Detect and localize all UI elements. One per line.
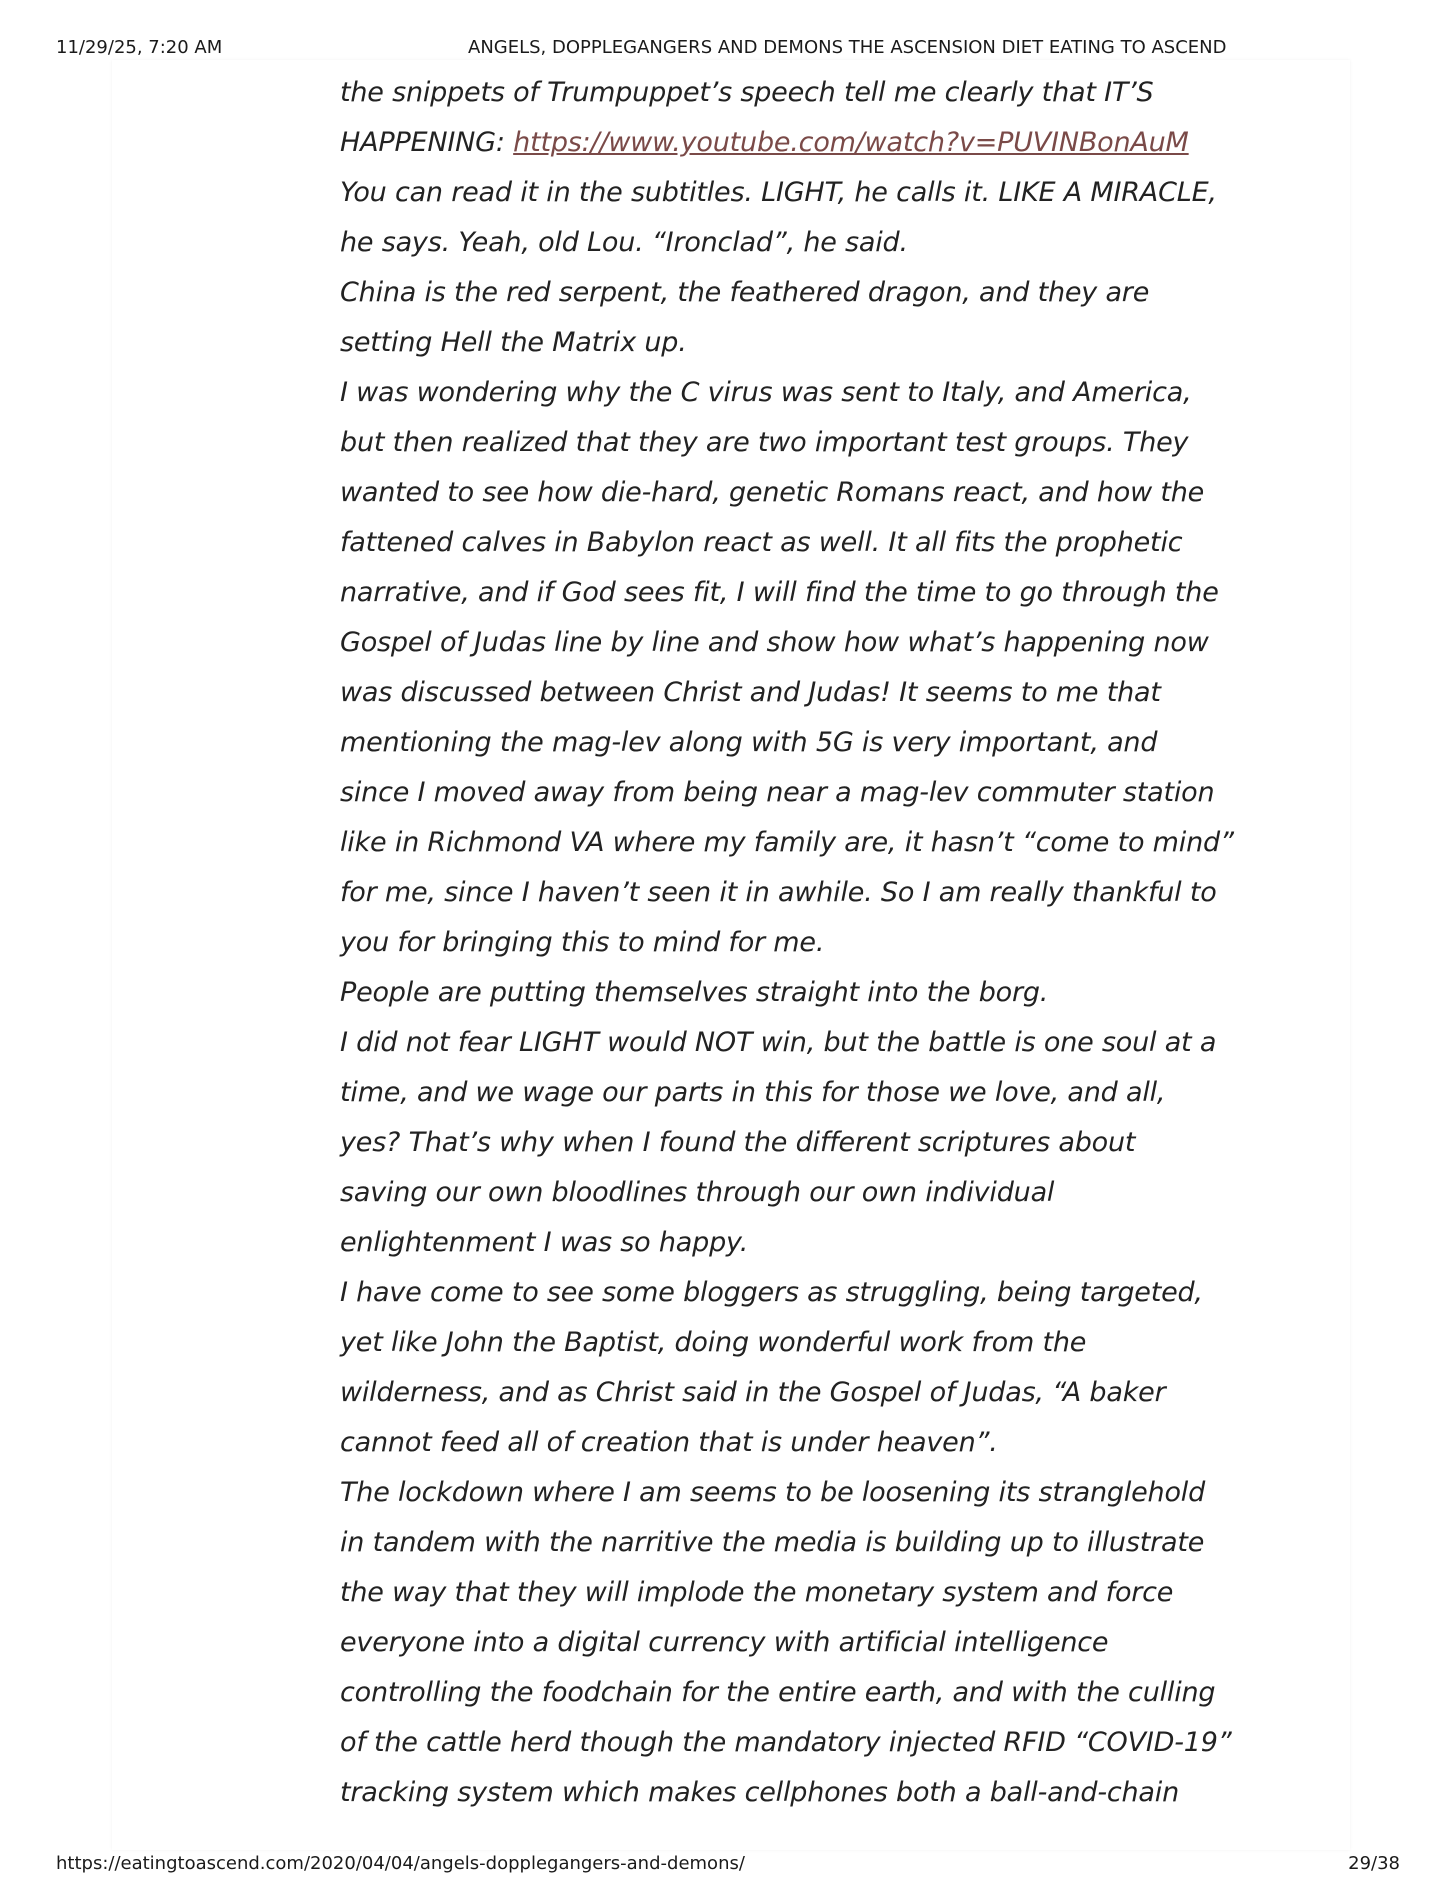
article-line: like in Richmond VA where my family are, it hasn’t “come to mind” <box>340 827 1234 858</box>
article-line: yes? That’s why when I found the different scriptures about <box>340 1127 1136 1158</box>
print-url: https://eatingtoascend.com/2020/04/04/angels-dopplegangers-and-demons/ <box>56 1853 745 1874</box>
article-line-prefix: HAPPENING: <box>340 127 514 158</box>
article-line: I did not fear LIGHT would NOT win, but the battle is one soul at a <box>340 1027 1217 1058</box>
article-line: People are putting themselves straight into the borg. <box>340 977 1049 1008</box>
print-header <box>0 36 1456 60</box>
article-line: yet like John the Baptist, doing wonderful work from the <box>340 1327 1087 1358</box>
article-line: wanted to see how die-hard, genetic Romans react, and how the <box>340 477 1205 508</box>
article-line: You can read it in the subtitles. LIGHT, he calls it. LIKE A MIRACLE, <box>340 177 1217 208</box>
article-line <box>340 118 1200 168</box>
article-line: in tandem with the narritive the media is building up to illustrate <box>340 1527 1205 1558</box>
article-line: fattened calves in Babylon react as well. It all fits the prophetic <box>340 527 1183 558</box>
article-line: enlightenment I was so happy. <box>340 1227 749 1258</box>
article-line: The lockdown where I am seems to be loosening its stranglehold <box>340 1477 1206 1508</box>
article-line: setting Hell the Matrix up. <box>340 327 687 358</box>
article-line: of the cattle herd though the mandatory injected RFID “COVID-19” <box>340 1727 1232 1758</box>
article-line: time, and we wage our parts in this for those we love, and all, <box>340 1077 1166 1108</box>
print-datetime: 11/29/25, 7:20 AM <box>56 37 223 58</box>
article-line: wilderness, and as Christ said in the Gospel of Judas, “A baker <box>340 1377 1166 1408</box>
article-line: was discussed between Christ and Judas! It seems to me that <box>340 677 1161 708</box>
article-body <box>340 68 1234 1818</box>
article-line: I have come to see some bloggers as struggling, being targeted, <box>340 1277 1203 1308</box>
article-line: controlling the foodchain for the entire earth, and with the culling <box>340 1677 1216 1708</box>
youtube-link[interactable]: https://www.youtube.com/watch?v=PUVINBonAuM <box>513 127 1189 158</box>
article-line: narrative, and if God sees fit, I will find the time to go through the <box>340 577 1219 608</box>
article-line: Gospel of Judas line by line and show how what’s happening now <box>340 627 1209 658</box>
article-line: he says. Yeah, old Lou. “Ironclad”, he said. <box>340 227 908 258</box>
article-line: China is the red serpent, the feathered dragon, and they are <box>340 277 1150 308</box>
article-line: mentioning the mag-lev along with 5G is very important, and <box>340 727 1158 758</box>
page-number: 29/38 <box>1348 1853 1400 1874</box>
article-line: the way that they will implode the monetary system and force <box>340 1577 1174 1608</box>
article-line: I was wondering why the C virus was sent to Italy, and America, <box>340 377 1192 408</box>
article-line: tracking system which makes cellphones both a ball-and-chain <box>340 1777 1179 1808</box>
article-line: everyone into a digital currency with artificial intelligence <box>340 1627 1109 1658</box>
article-line: but then realized that they are two important test groups. They <box>340 427 1189 458</box>
article-line: since I moved away from being near a mag-lev commuter station <box>340 777 1215 808</box>
article-line: you for bringing this to mind for me. <box>340 927 825 958</box>
article-line: saving our own bloodlines through our own individual <box>340 1177 1055 1208</box>
article-line: the snippets of Trumpuppet’s speech tell me clearly that IT’S <box>340 77 1154 108</box>
print-page-title: ANGELS, DOPPLEGANGERS AND DEMONS THE ASCENSION DIET EATING TO ASCEND <box>468 37 1227 58</box>
print-footer <box>0 1852 1456 1876</box>
article-line: cannot feed all of creation that is under heaven”. <box>340 1427 998 1458</box>
article-line: for me, since I haven’t seen it in awhile. So I am really thankful to <box>340 877 1217 908</box>
